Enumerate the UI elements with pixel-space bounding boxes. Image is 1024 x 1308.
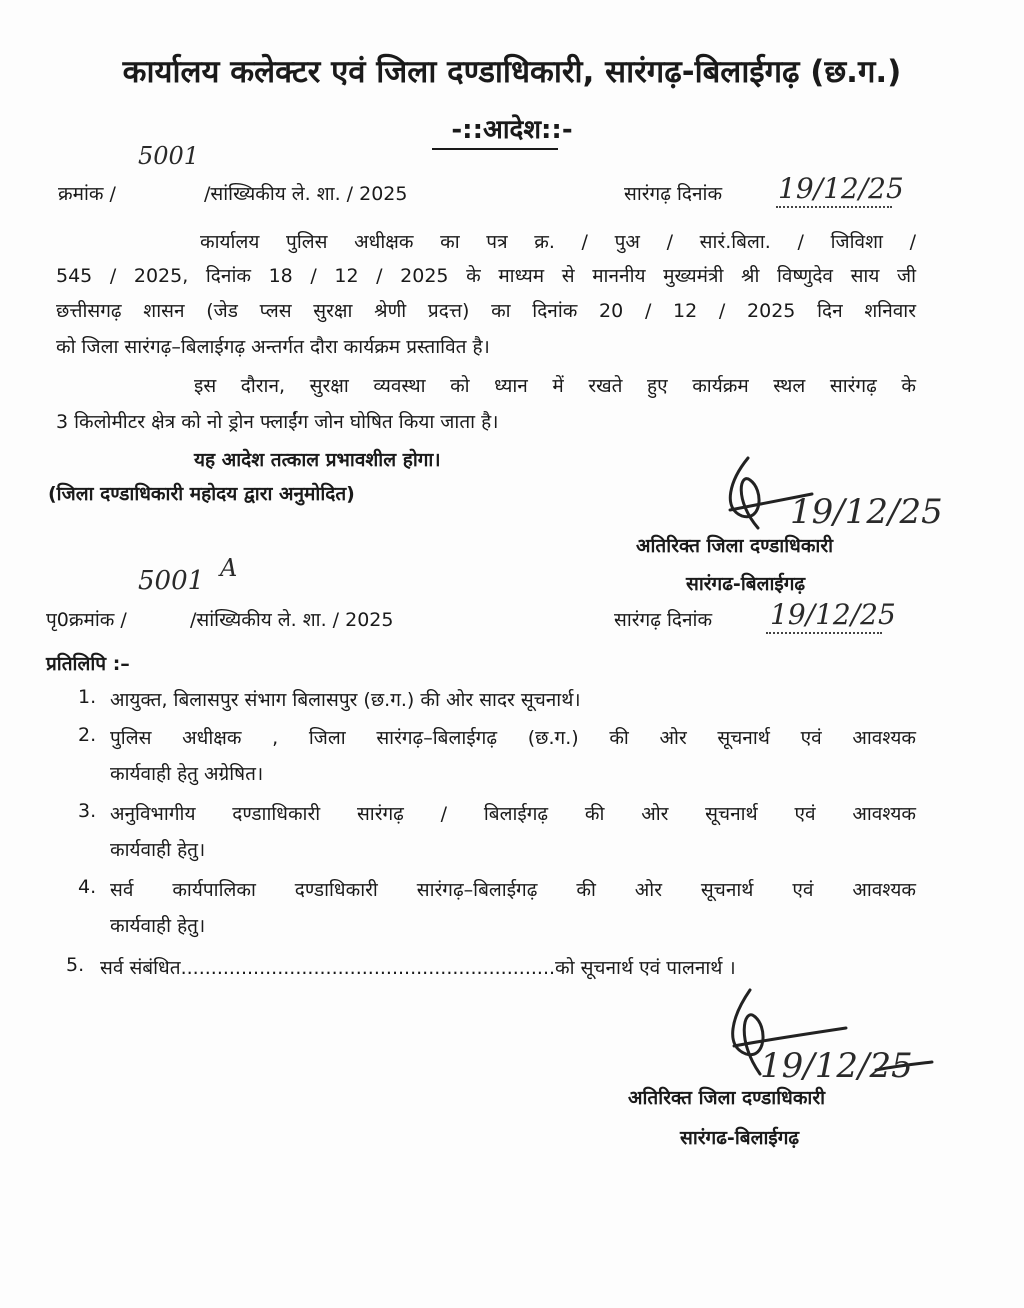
copy-item-line: सर्व संबंधित..............................................................को सूचनार्थ एवं पालनार्थ । <box>100 957 736 979</box>
order-number-suffix: /सांख्यिकीय ले. शा. / 2025 <box>204 183 408 205</box>
copy-item-line: पुलिस अधीक्षक , जिला सारंगढ़–बिलाईगढ़ (छ.ग.) की ओर सूचनार्थ एवं आवश्यक <box>110 727 916 749</box>
handwritten-endorsement-suffix: A <box>220 554 238 582</box>
copy-item-line: कार्यवाही हेतु। <box>110 839 206 861</box>
paragraph-line: को जिला सारंगढ़–बिलाईगढ़ अन्तर्गत दौरा कार्यक्रम प्रस्तावित है। <box>56 336 490 358</box>
office-title: कार्यालय कलेक्टर एवं जिला दण्डाधिकारी, सारंगढ़-बिलाईगढ़ (छ.ग.) <box>122 54 902 90</box>
signature-2-designation: अतिरिक्त जिला दण्डाधिकारी <box>628 1087 826 1109</box>
endorsement-date-dotted-line <box>766 632 882 634</box>
copy-item-number: 5. <box>66 954 85 976</box>
copy-item-line: अनुविभागीय दण्डााधिकारी सारंगढ़ / बिलाईगढ़ की ओर सूचनार्थ एवं आवश्यक <box>110 803 916 825</box>
copy-item-line: आयुक्त, बिलासपुर संभाग बिलासपुर (छ.ग.) की ओर सादर सूचनार्थ। <box>110 689 581 711</box>
date-dotted-line <box>776 206 892 208</box>
paragraph-line: 3 किलोमीटर क्षेत्र को नो ड्रोन फ्लाईंग जोन घोषित किया जाता है। <box>56 411 499 433</box>
signature-2-place: सारंगढ-बिलाईगढ़ <box>680 1127 800 1149</box>
signature-1-place: सारंगढ-बिलाईगढ़ <box>686 573 806 595</box>
copy-item-line: कार्यवाही हेतु अग्रेषित। <box>110 763 264 785</box>
endorsement-number-suffix: /सांख्यिकीय ले. शा. / 2025 <box>190 609 394 631</box>
signature-1-date: 19/12/25 <box>790 492 943 532</box>
handwritten-order-number: 5001 <box>138 142 200 170</box>
paragraph-line: इस दौरान, सुरक्षा व्यवस्था को ध्यान में रखते हुए कार्यक्रम स्थल सारंगढ़ के <box>194 375 916 397</box>
endorsement-date-label: सारंगढ़ दिनांक <box>614 609 713 631</box>
order-number-label: क्रमांक / <box>58 183 116 205</box>
copy-heading: प्रतिलिपि :– <box>46 653 130 675</box>
heading-underline <box>432 148 558 150</box>
signature-2-date: 19/12/25 <box>760 1046 913 1086</box>
handwritten-endorsement-date: 19/12/25 <box>770 598 896 631</box>
copy-item-number: 2. <box>78 724 97 746</box>
paragraph-line: कार्यालय पुलिस अधीक्षक का पत्र क्र. / पुअ / सारं.बिला. / जिविशा / <box>200 231 916 253</box>
approval-note: (जिला दण्डाधिकारी महोदय द्वारा अनुमोदित) <box>48 483 355 505</box>
copy-item-number: 3. <box>78 800 97 822</box>
effective-statement: यह आदेश तत्काल प्रभावशील होगा। <box>194 449 441 471</box>
paragraph-line: छत्तीसगढ़ शासन (जेड प्लस सुरक्षा श्रेणी प्रदत्त) का दिनांक 20 / 12 / 2025 दिन शनिवार <box>56 300 916 322</box>
endorsement-number-label: पृ0क्रमांक / <box>46 609 127 631</box>
copy-item-number: 1. <box>78 686 97 708</box>
copy-item-number: 4. <box>78 876 97 898</box>
copy-item-line: कार्यवाही हेतु। <box>110 915 206 937</box>
signature-1-designation: अतिरिक्त जिला दण्डाधिकारी <box>636 535 834 557</box>
handwritten-date: 19/12/25 <box>778 172 904 205</box>
handwritten-endorsement-number: 5001 <box>138 566 205 596</box>
copy-item-line: सर्व कार्यपालिका दण्डाधिकारी सारंगढ़–बिलाईगढ़ की ओर सूचनार्थ एवं आवश्यक <box>110 879 916 901</box>
paragraph-line: 545 / 2025, दिनांक 18 / 12 / 2025 के माध्यम से माननीय मुख्यमंत्री श्री विष्णुदेव साय जी <box>56 265 916 287</box>
order-heading: -::आदेश::- <box>451 115 573 145</box>
date-label: सारंगढ़ दिनांक <box>624 183 723 205</box>
